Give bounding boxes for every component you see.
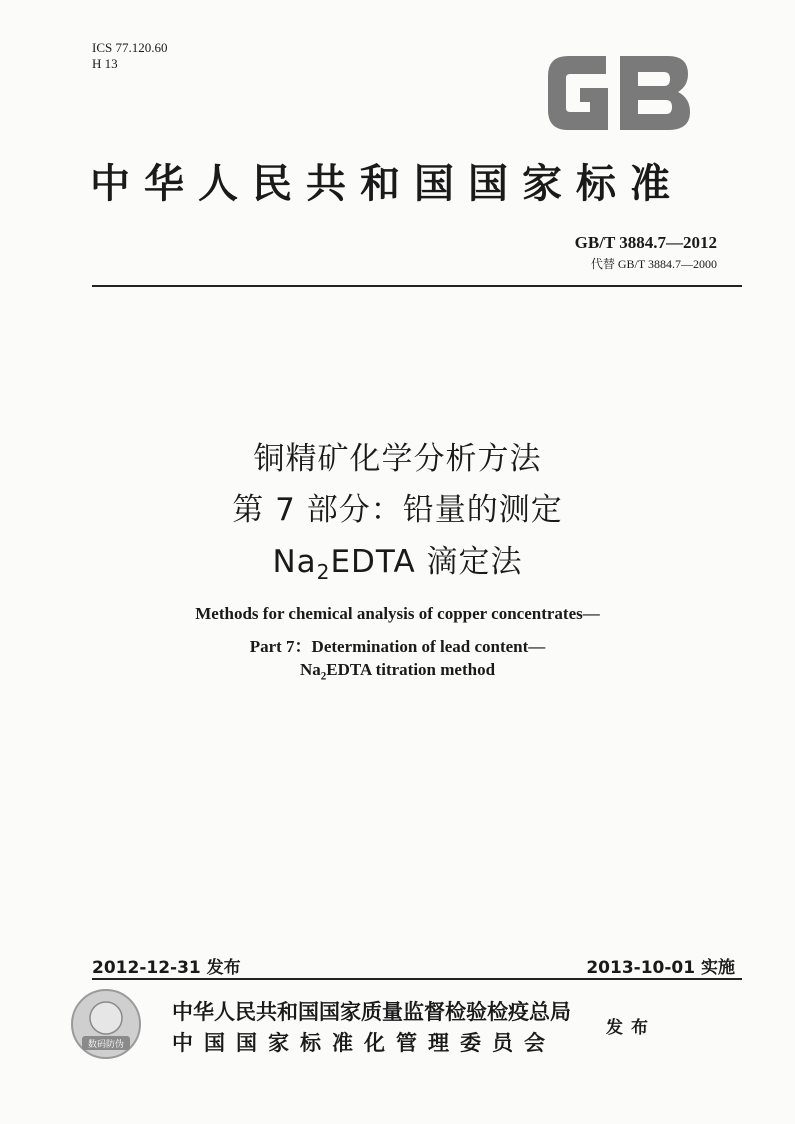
gb-logo-icon [538, 48, 698, 138]
issue-date: 2012-12-31 发布 [92, 958, 241, 978]
chinese-title-na: Na [272, 544, 317, 580]
issuer-line-2: 中国国家标准化管理委员会 [172, 1031, 556, 1055]
chinese-title-method: EDTA 滴定法 [330, 544, 523, 580]
english-title-method: EDTA titration method [326, 660, 496, 679]
standard-number-block [575, 233, 717, 272]
replaces-note: 代替 GB/T 3884.7—2000 [590, 257, 717, 271]
ccs-code: H 13 [92, 56, 118, 71]
ics-code: ICS 77.120.60 [92, 40, 168, 55]
chinese-title-line-3 [0, 536, 795, 584]
chinese-title-line-1: 铜精矿化学分析方法 [253, 441, 542, 477]
chinese-title-line-2: 第 7 部分：铅量的测定 [232, 492, 563, 528]
anti-counterfeit-seal-icon [70, 988, 142, 1060]
english-title-na: Na [299, 660, 321, 679]
english-title-line-2: Part 7：Determination of lead content— [249, 637, 546, 656]
header-divider [92, 285, 742, 287]
english-title-line-3 [0, 660, 795, 682]
issuer-line-1: 中华人民共和国国家质量监督检验检疫总局 [172, 1000, 571, 1024]
english-title-subscript: 2 [320, 670, 327, 683]
standard-type-title: 中华人民共和国国家标准 [90, 161, 684, 207]
english-title-line-1: Methods for chemical analysis of copper concentrates— [195, 604, 600, 623]
seal-label: 数码防伪 [87, 1040, 125, 1050]
footer-divider [92, 978, 742, 980]
publish-label: 发布 [606, 1018, 656, 1038]
standard-number: GB/T 3884.7—2012 [574, 233, 717, 252]
classification-codes [92, 40, 167, 72]
implementation-date: 2013-10-01 实施 [586, 958, 735, 978]
chinese-title-subscript: 2 [316, 560, 331, 585]
